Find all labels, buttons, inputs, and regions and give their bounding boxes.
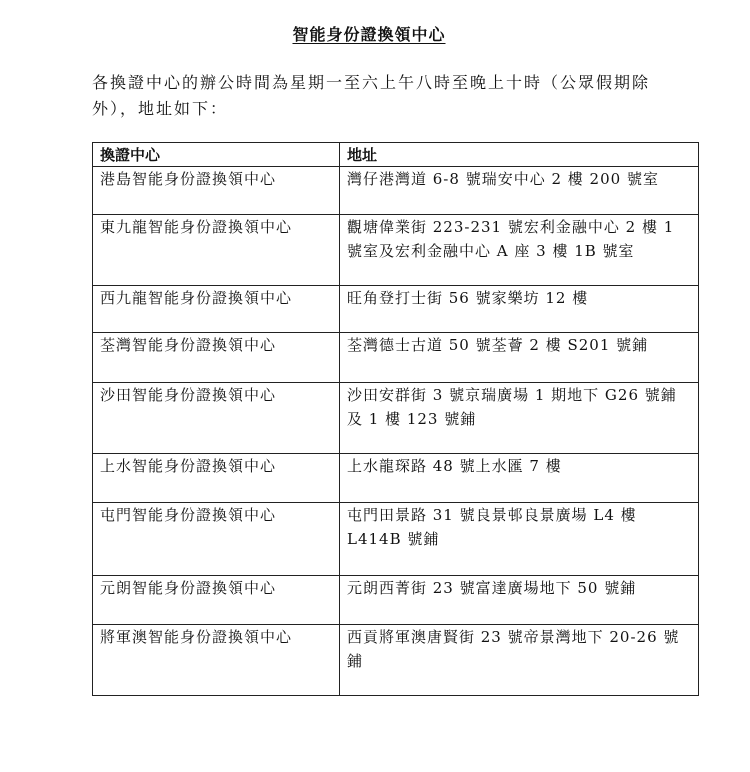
address-text: 元朗西菁街 23 號富達廣場地下 50 號鋪 — [347, 579, 637, 597]
address-text: 屯門田景路 31 號良景邨良景廣場 L4 樓 L414B 號鋪 — [347, 506, 637, 548]
document-title: 智能身份證換領中心 — [292, 25, 446, 44]
address-cell — [340, 454, 699, 503]
center-name-cell — [93, 383, 340, 454]
center-name: 上水智能身份證換領中心 — [100, 457, 277, 475]
center-name: 沙田智能身份證換領中心 — [100, 386, 277, 404]
center-name-cell — [93, 333, 340, 383]
address-cell — [340, 333, 699, 383]
address-text: 觀塘偉業街 223-231 號宏利金融中心 2 樓 1 號室及宏利金融中心 A 座 3 樓 1B 號室 — [347, 218, 675, 260]
center-name-cell — [93, 454, 340, 503]
column-header-center: 換證中心 — [93, 143, 340, 167]
table-row — [93, 454, 699, 503]
table-row — [93, 286, 699, 333]
centers-table — [92, 142, 699, 696]
address-text: 上水龍琛路 48 號上水匯 7 樓 — [347, 457, 562, 475]
table-row — [93, 503, 699, 576]
center-name: 元朗智能身份證換領中心 — [100, 579, 277, 597]
intro-paragraph: 各換證中心的辦公時間為星期一至六上午八時至晚上十時（公眾假期除外），地址如下： — [92, 73, 651, 118]
table-header-row — [93, 143, 699, 167]
table-row — [93, 383, 699, 454]
center-name: 港島智能身份證換領中心 — [100, 170, 277, 188]
table-row — [93, 215, 699, 286]
center-name: 西九龍智能身份證換領中心 — [100, 289, 293, 307]
table-row — [93, 576, 699, 625]
center-name-cell — [93, 167, 340, 215]
address-text: 灣仔港灣道 6-8 號瑞安中心 2 樓 200 號室 — [347, 170, 659, 188]
center-name: 東九龍智能身份證換領中心 — [100, 218, 293, 236]
table-row — [93, 333, 699, 383]
address-cell — [340, 576, 699, 625]
center-name: 屯門智能身份證換領中心 — [100, 506, 277, 524]
column-header-address: 地址 — [340, 143, 699, 167]
address-cell — [340, 286, 699, 333]
address-cell — [340, 215, 699, 286]
address-cell — [340, 383, 699, 454]
center-name: 荃灣智能身份證換領中心 — [100, 336, 277, 354]
table-row — [93, 625, 699, 696]
center-name-cell — [93, 286, 340, 333]
address-cell — [340, 503, 699, 576]
address-text: 沙田安群街 3 號京瑞廣場 1 期地下 G26 號鋪及 1 樓 123 號鋪 — [347, 386, 677, 428]
address-text: 西貢將軍澳唐賢街 23 號帝景灣地下 20-26 號鋪 — [347, 628, 680, 670]
address-text: 旺角登打士街 56 號家樂坊 12 樓 — [347, 289, 589, 307]
address-cell — [340, 167, 699, 215]
center-name-cell — [93, 215, 340, 286]
address-cell — [340, 625, 699, 696]
center-name-cell — [93, 625, 340, 696]
center-name-cell — [93, 503, 340, 576]
address-text: 荃灣德士古道 50 號荃薈 2 樓 S201 號鋪 — [347, 336, 649, 354]
center-name-cell — [93, 576, 340, 625]
table-row — [93, 167, 699, 215]
center-name: 將軍澳智能身份證換領中心 — [100, 628, 293, 646]
